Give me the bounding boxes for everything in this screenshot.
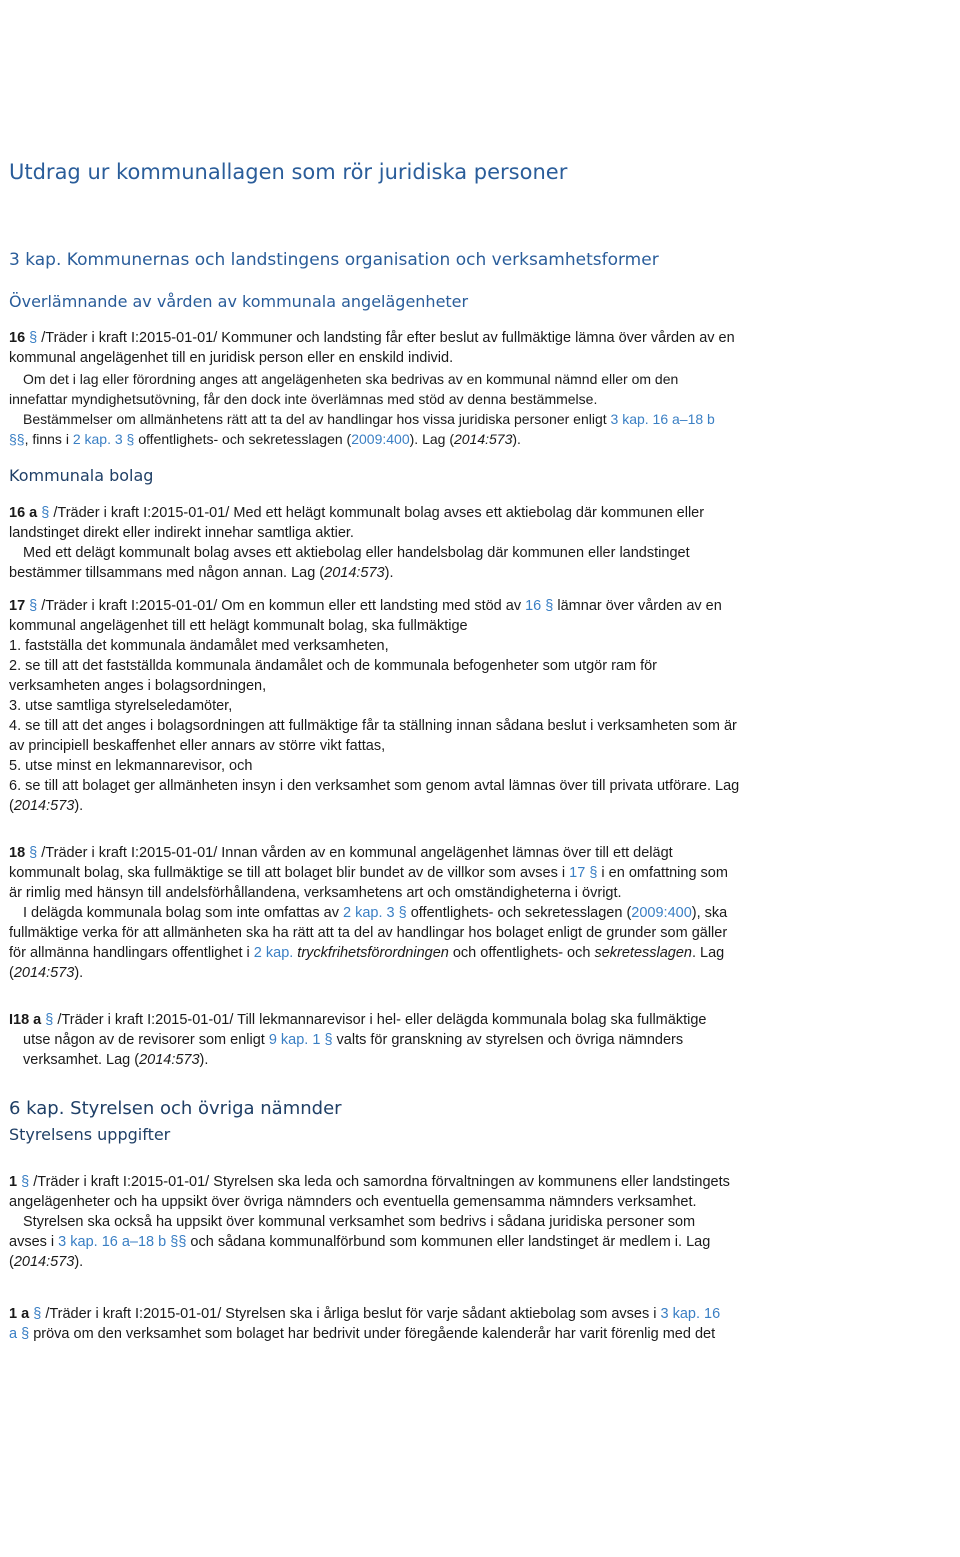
list-item: 1. fastställa det kommunala ändamålet med verksamheten,	[9, 638, 389, 654]
text-fragment: för allmänna handlingars offentlighet i	[9, 945, 254, 961]
sfs-number: 2014:573	[13, 1254, 75, 1270]
section-number: 16 a	[9, 505, 38, 521]
text-fragment: ), ska	[691, 905, 728, 921]
text-fragment: offentlighets- och sekretesslagen (	[134, 431, 352, 447]
chapter-3-heading: 3 kap. Kommunernas och landstingens organisation och verksamhetsformer	[9, 250, 659, 270]
law-name: tryckfrihetsförordningen	[293, 945, 449, 961]
text-fragment: bestämmer tillsammans med någon annan. Lag (	[9, 565, 325, 581]
text-fragment: valts för granskning av styrelsen och övriga nämnders	[332, 1032, 684, 1048]
text-line: landstinget direkt eller indirekt innehar samtliga aktier.	[9, 525, 354, 541]
section-heading-styrelsens-uppgifter: Styrelsens uppgifter	[9, 1125, 171, 1144]
section-symbol: §	[45, 1012, 54, 1028]
text-line: verksamheten anges i bolagsordningen,	[9, 678, 267, 694]
list-item: 6. se till att bolaget ger allmänheten insyn i den verksamhet som genom avtal lämnas över till privata utförare. Lag	[9, 778, 740, 794]
section-symbol: §	[21, 1326, 30, 1342]
section-symbol: §	[126, 431, 135, 447]
text-line: Bestämmelser om allmänhetens rätt att ta del av handlingar hos vissa juridiska personer enligt	[23, 411, 611, 427]
section-symbol: §§	[170, 1234, 187, 1250]
law-reference-link[interactable]: 2 kap. 3	[72, 431, 123, 447]
text-fragment: utse någon av de revisorer som enligt	[23, 1032, 269, 1048]
text-line: kommunal angelägenhet till ett helägt kommunalt bolag, ska fullmäktige	[9, 618, 468, 634]
text-fragment: verksamhet. Lag (	[23, 1052, 140, 1068]
text-fragment: lämnar över vården av en	[553, 598, 722, 614]
text-fragment: ).	[74, 798, 84, 814]
section-number: I18 a	[9, 1012, 42, 1028]
section-symbol: §	[29, 845, 38, 861]
text-fragment: avses i	[9, 1234, 59, 1250]
section-symbol: §	[589, 865, 598, 881]
text-line: angelägenheter och ha uppsikt över övriga nämnders och eventuella gemensamma nämnders verksamhet.	[9, 1194, 697, 1210]
text-line: /Träder i kraft I:2015-01-01/ Kommuner och landsting får efter beslut av fullmäktige lämna över vården av en	[41, 330, 735, 346]
text-fragment: (	[9, 1254, 14, 1270]
sfs-number: 2014:573	[13, 965, 75, 981]
paragraph-17	[9, 596, 959, 816]
list-item: 3. utse samtliga styrelseledamöter,	[9, 698, 233, 714]
text-line: kommunal angelägenhet till en juridisk person eller en enskild individ.	[9, 350, 454, 366]
text-fragment: ).	[74, 965, 84, 981]
text-fragment: (	[9, 965, 14, 981]
text-line: Med ett delägt kommunalt bolag avses ett aktiebolag eller handelsbolag där kommunen eller landstinget	[23, 545, 690, 561]
law-reference-link[interactable]: 3 kap. 16 a–18 b	[610, 411, 715, 427]
sfs-number: 2014:573	[139, 1052, 200, 1068]
text-fragment: ).	[512, 431, 521, 447]
chapter-6-heading: 6 kap. Styrelsen och övriga nämnder	[9, 1098, 342, 1119]
section-number: 1 a	[9, 1306, 30, 1322]
list-item: 5. utse minst en lekmannarevisor, och	[9, 758, 253, 774]
section-number: 17	[9, 598, 26, 614]
sfs-number-link[interactable]: 2009:400	[351, 431, 410, 447]
text-line: fullmäktige verka för att allmänheten ska ha rätt att ta del av handlingar hos bolaget enligt de grunder som gäller	[9, 925, 728, 941]
text-fragment: i en omfattning som	[597, 865, 728, 881]
text-fragment: och offentlighets- och	[448, 945, 595, 961]
law-reference-link[interactable]: 9 kap. 1	[268, 1032, 321, 1048]
text-fragment: och sådana kommunalförbund som kommunen eller landstinget är medlem i. Lag	[186, 1234, 711, 1250]
law-reference-link[interactable]: 3 kap. 16 a–18 b	[58, 1234, 167, 1250]
text-fragment: (	[9, 798, 14, 814]
section-number: 16	[9, 330, 26, 346]
text-fragment: ). Lag (	[409, 431, 454, 447]
section-symbol: §	[41, 505, 50, 521]
section-symbol: §	[545, 598, 554, 614]
text-fragment: /Träder i kraft I:2015-01-01/ Om en kommun eller ett landsting med stöd av	[41, 598, 526, 614]
text-line: /Träder i kraft I:2015-01-01/ Styrelsen ska leda och samordna förvaltningen av kommunens eller landstingets	[33, 1174, 730, 1190]
paragraph-18	[9, 843, 959, 983]
sfs-number: 2014:573	[13, 798, 75, 814]
section-symbol: §	[324, 1032, 333, 1048]
text-fragment: kommunalt bolag, ska fullmäktige se till att bolaget blir bundet av de villkor som avses i	[9, 865, 570, 881]
text-fragment: /Träder i kraft I:2015-01-01/ Styrelsen ska i årliga beslut för varje sådant aktiebolag som avses i	[45, 1306, 661, 1322]
text-fragment: , finns i	[24, 431, 73, 447]
section-symbol: §	[29, 330, 38, 346]
text-line: /Träder i kraft I:2015-01-01/ Till lekmannarevisor i hel- eller delägda kommunala bolag ska fullmäktige	[57, 1012, 707, 1028]
text-fragment: ).	[199, 1052, 209, 1068]
text-line: innefattar myndighetsutövning, får den dock inte överlämnas med stöd av denna bestämmelse.	[9, 391, 598, 407]
paragraph-16	[9, 328, 959, 368]
text-fragment: offentlighets- och sekretesslagen (	[406, 905, 632, 921]
section-number: 1	[9, 1174, 18, 1190]
text-line: /Träder i kraft I:2015-01-01/ Med ett helägt kommunalt bolag avses ett aktiebolag där kommunen eller	[53, 505, 705, 521]
section-symbol: §	[398, 905, 407, 921]
text-line: /Träder i kraft I:2015-01-01/ Innan vården av en kommunal angelägenhet lämnas över till ett delägt	[41, 845, 673, 861]
list-item: 4. se till att det anges i bolagsordningen att fullmäktige får ta ställning innan sådana beslut i verksamheten som är	[9, 718, 737, 734]
paragraph-18a	[9, 1010, 959, 1070]
paragraph-16-second	[9, 369, 959, 449]
paragraph-16a	[9, 503, 959, 583]
law-reference-link[interactable]: a	[9, 1326, 18, 1342]
law-name: sekretesslagen	[594, 945, 692, 961]
text-fragment: . Lag	[692, 945, 725, 961]
section-symbol: §	[21, 1174, 30, 1190]
text-line: Styrelsen ska också ha uppsikt över kommunal verksamhet som bedrivs i sådana juridiska personer som	[23, 1214, 696, 1230]
law-reference-link[interactable]: 2 kap.	[253, 945, 294, 961]
text-line: av principiell beskaffenhet eller annars av större vikt fattas,	[9, 738, 386, 754]
sfs-number: 2014:573	[453, 431, 513, 447]
document-title: Utdrag ur kommunallagen som rör juridiska personer	[9, 160, 568, 184]
sfs-number-link[interactable]: 2009:400	[631, 905, 692, 921]
law-reference-link[interactable]: 16	[525, 598, 542, 614]
section-symbol: §	[33, 1306, 42, 1322]
sfs-number: 2014:573	[324, 565, 385, 581]
law-reference-link[interactable]: 3 kap. 16	[660, 1306, 721, 1322]
section-heading-kommunala-bolag: Kommunala bolag	[9, 466, 154, 485]
law-reference-link[interactable]: 2 kap. 3	[342, 905, 395, 921]
text-line: Om det i lag eller förordning anges att angelägenheten ska bedrivas av en kommunal nämnd eller om den	[23, 371, 679, 387]
section-number: 18	[9, 845, 26, 861]
text-fragment: I delägda kommunala bolag som inte omfattas av	[23, 905, 343, 921]
paragraph-6-1	[9, 1172, 959, 1272]
section-heading-overlamnande: Överlämnande av vården av kommunala angelägenheter	[9, 292, 469, 311]
list-item: 2. se till att det fastställda kommunala ändamålet och de kommunala befogenheter som utgör ram för	[9, 658, 658, 674]
law-reference-link[interactable]: §§	[9, 431, 25, 447]
text-fragment: ).	[384, 565, 394, 581]
text-fragment: pröva om den verksamhet som bolaget har bedrivit under föregående kalenderår har varit förenlig med det	[29, 1326, 716, 1342]
section-symbol: §	[29, 598, 38, 614]
paragraph-6-1a	[9, 1304, 959, 1344]
text-line: är rimlig med hänsyn till andelsförhållandena, verksamhetens art och omständigheterna i övrigt.	[9, 885, 622, 901]
law-reference-link[interactable]: 17	[569, 865, 586, 881]
text-fragment: ).	[74, 1254, 84, 1270]
